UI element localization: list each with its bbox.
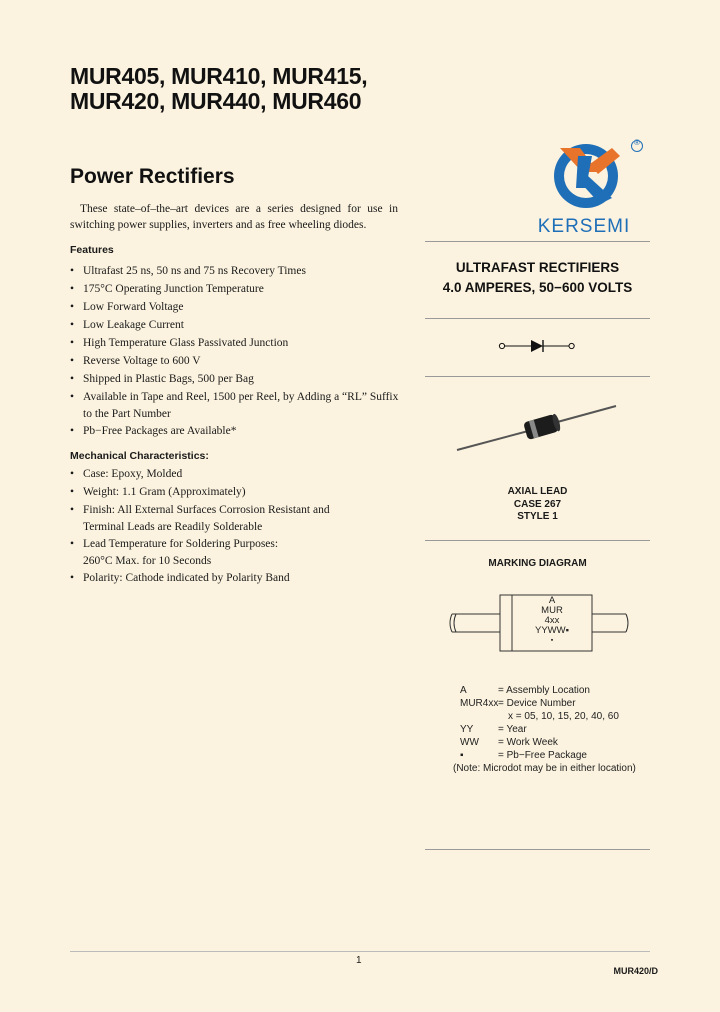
subtitle: Power Rectifiers: [70, 165, 235, 188]
diode-symbol-icon: [498, 338, 578, 354]
list-item: • Pb−Free Packages are Available*: [70, 422, 410, 440]
divider: [425, 241, 650, 242]
marking-line: 4xx: [544, 615, 560, 626]
case-line-2: CASE 267: [513, 498, 562, 510]
case-line-1: AXIAL LEAD: [507, 486, 568, 497]
page-number: 1: [356, 955, 362, 966]
divider: [425, 540, 650, 541]
title-line-1: MUR405, MUR410, MUR415,: [70, 63, 368, 89]
axial-lead-package-icon: [452, 400, 622, 456]
logo-wordmark: KERSEMI: [537, 216, 631, 237]
title-line-2: MUR420, MUR440, MUR460: [70, 88, 362, 114]
case-info: [425, 486, 650, 524]
list-item: • High Temperature Glass Passivated Junction: [70, 334, 410, 352]
list-item: • Low Leakage Current: [70, 316, 410, 334]
features-heading: Features: [70, 244, 114, 256]
marking-heading: MARKING DIAGRAM: [488, 558, 587, 569]
list-item: • Lead Temperature for Soldering Purposes: 260°C Max. for 10 Seconds: [70, 535, 410, 569]
mechanical-heading: Mechanical Characteristics:: [70, 450, 209, 462]
list-item: • Available in Tape and Reel, 1500 per Reel, by Adding a “RL” Suffix to the Part Number: [70, 388, 410, 422]
legend-note: (Note: Microdot may be in either location): [453, 763, 636, 774]
divider: [425, 376, 650, 377]
list-item: • Weight: 1.1 Gram (Approximately): [70, 483, 410, 501]
marking-text: [514, 596, 590, 646]
list-item: • Ultrafast 25 ns, 50 ns and 75 ns Recovery Times: [70, 262, 410, 280]
legend-row: ▪ = Pb−Free Package: [460, 750, 587, 761]
list-item: • 175°C Operating Junction Temperature: [70, 280, 410, 298]
registered-mark: ®: [634, 138, 640, 147]
marking-line: MUR: [541, 605, 563, 616]
marking-line: A: [548, 595, 556, 606]
list-item: • Low Forward Voltage: [70, 298, 410, 316]
legend-row: MUR4xx= Device Number: [460, 698, 576, 709]
legend-row: A = Assembly Location: [460, 685, 590, 696]
document-title: [70, 64, 367, 114]
legend-row: YY = Year: [460, 724, 527, 735]
marking-line: YYWW▪: [535, 625, 569, 636]
list-item: • Polarity: Cathode indicated by Polarity Band: [70, 569, 410, 587]
list-item: • Finish: All External Surfaces Corrosion Resistant and Terminal Leads are Readily Solderable: [70, 501, 410, 535]
case-line-3: STYLE 1: [517, 511, 558, 522]
legend-row: WW = Work Week: [460, 737, 558, 748]
divider: [425, 849, 650, 850]
marking-line: ▪: [550, 637, 554, 644]
kersemi-logo: [520, 128, 660, 240]
mechanical-list: [70, 465, 410, 587]
features-list: [70, 262, 410, 440]
marking-diagram: [448, 594, 632, 654]
footer-divider: [70, 951, 650, 952]
rating-line-2: 4.0 AMPERES, 50−600 VOLTS: [442, 280, 633, 295]
list-item: • Shipped in Plastic Bags, 500 per Bag: [70, 370, 410, 388]
list-item: • Case: Epoxy, Molded: [70, 465, 410, 483]
rating-line-1: ULTRAFAST RECTIFIERS: [455, 260, 620, 275]
rating-block: [425, 258, 650, 298]
document-code: MUR420/D: [613, 966, 658, 976]
divider: [425, 318, 650, 319]
intro-paragraph: These state–of–the–art devices are a series designed for use in switching power supplies, inverters and as free wheeling diodes.: [70, 203, 398, 231]
legend-row: x = 05, 10, 15, 20, 40, 60: [508, 711, 619, 722]
marking-legend: [453, 684, 636, 775]
list-item: • Reverse Voltage to 600 V: [70, 352, 410, 370]
